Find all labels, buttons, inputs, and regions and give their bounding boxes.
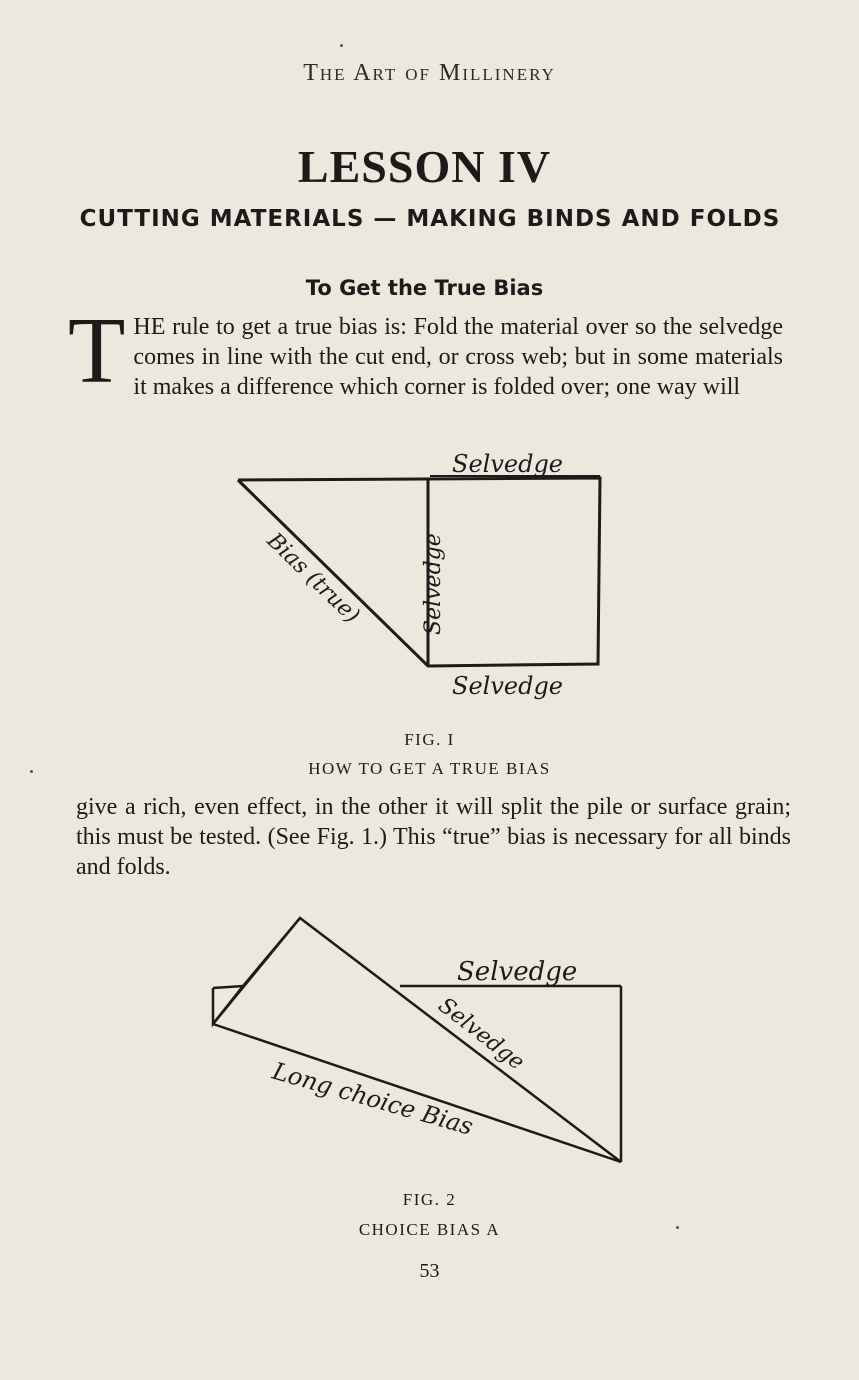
fig2-selvedge-top-label: Selvedge bbox=[457, 957, 578, 987]
figure-2-number: FIG. 2 bbox=[402, 1190, 457, 1209]
fig1-bias-label: Bias (true) bbox=[261, 528, 365, 629]
long-bias-edge bbox=[213, 1024, 621, 1162]
paragraph-1-text: HE rule to get a true bias is: Fold the material over so the selvedge comes in line with the cut end, or cross web; but in some materials it makes a difference which corner is folded over; one way will bbox=[133, 314, 783, 400]
figure-2-caption: CHOICE BIAS A bbox=[358, 1220, 501, 1239]
page-number: 53 bbox=[419, 1260, 440, 1282]
speck bbox=[340, 44, 343, 47]
speck bbox=[30, 770, 33, 773]
speck bbox=[676, 1226, 679, 1229]
lesson-subtitle: CUTTING MATERIALS — MAKING BINDS AND FOLDS bbox=[79, 206, 781, 232]
figure-1-diagram bbox=[230, 440, 620, 720]
section-heading: To Get the True Bias bbox=[305, 276, 544, 300]
drop-cap: T bbox=[68, 299, 126, 403]
paragraph-1 bbox=[68, 299, 783, 403]
fig1-selvedge-vertical-label: Selvedge bbox=[421, 533, 446, 635]
figure-2-diagram bbox=[205, 910, 635, 1170]
paragraph-2 bbox=[76, 792, 791, 882]
paragraph-2-text: give a rich, even effect, in the other it will split the pile or surface grain; this must be tested. (See Fig. 1.) This “true” bias is necessary for all binds and folds. bbox=[76, 794, 791, 880]
running-head: The Art of Millinery bbox=[303, 60, 556, 86]
fig2-selvedge-diagonal-label: Selvedge bbox=[433, 993, 529, 1076]
fig1-selvedge-top-label: Selvedge bbox=[452, 450, 564, 478]
figure-1-number: FIG. I bbox=[404, 730, 455, 749]
fig2-long-choice-bias-label: Long choice Bias bbox=[269, 1056, 477, 1141]
lesson-title: LESSON IV bbox=[297, 141, 552, 192]
fig1-selvedge-bottom-label: Selvedge bbox=[452, 672, 564, 700]
figure-1-caption: HOW TO GET A TRUE BIAS bbox=[308, 759, 551, 778]
